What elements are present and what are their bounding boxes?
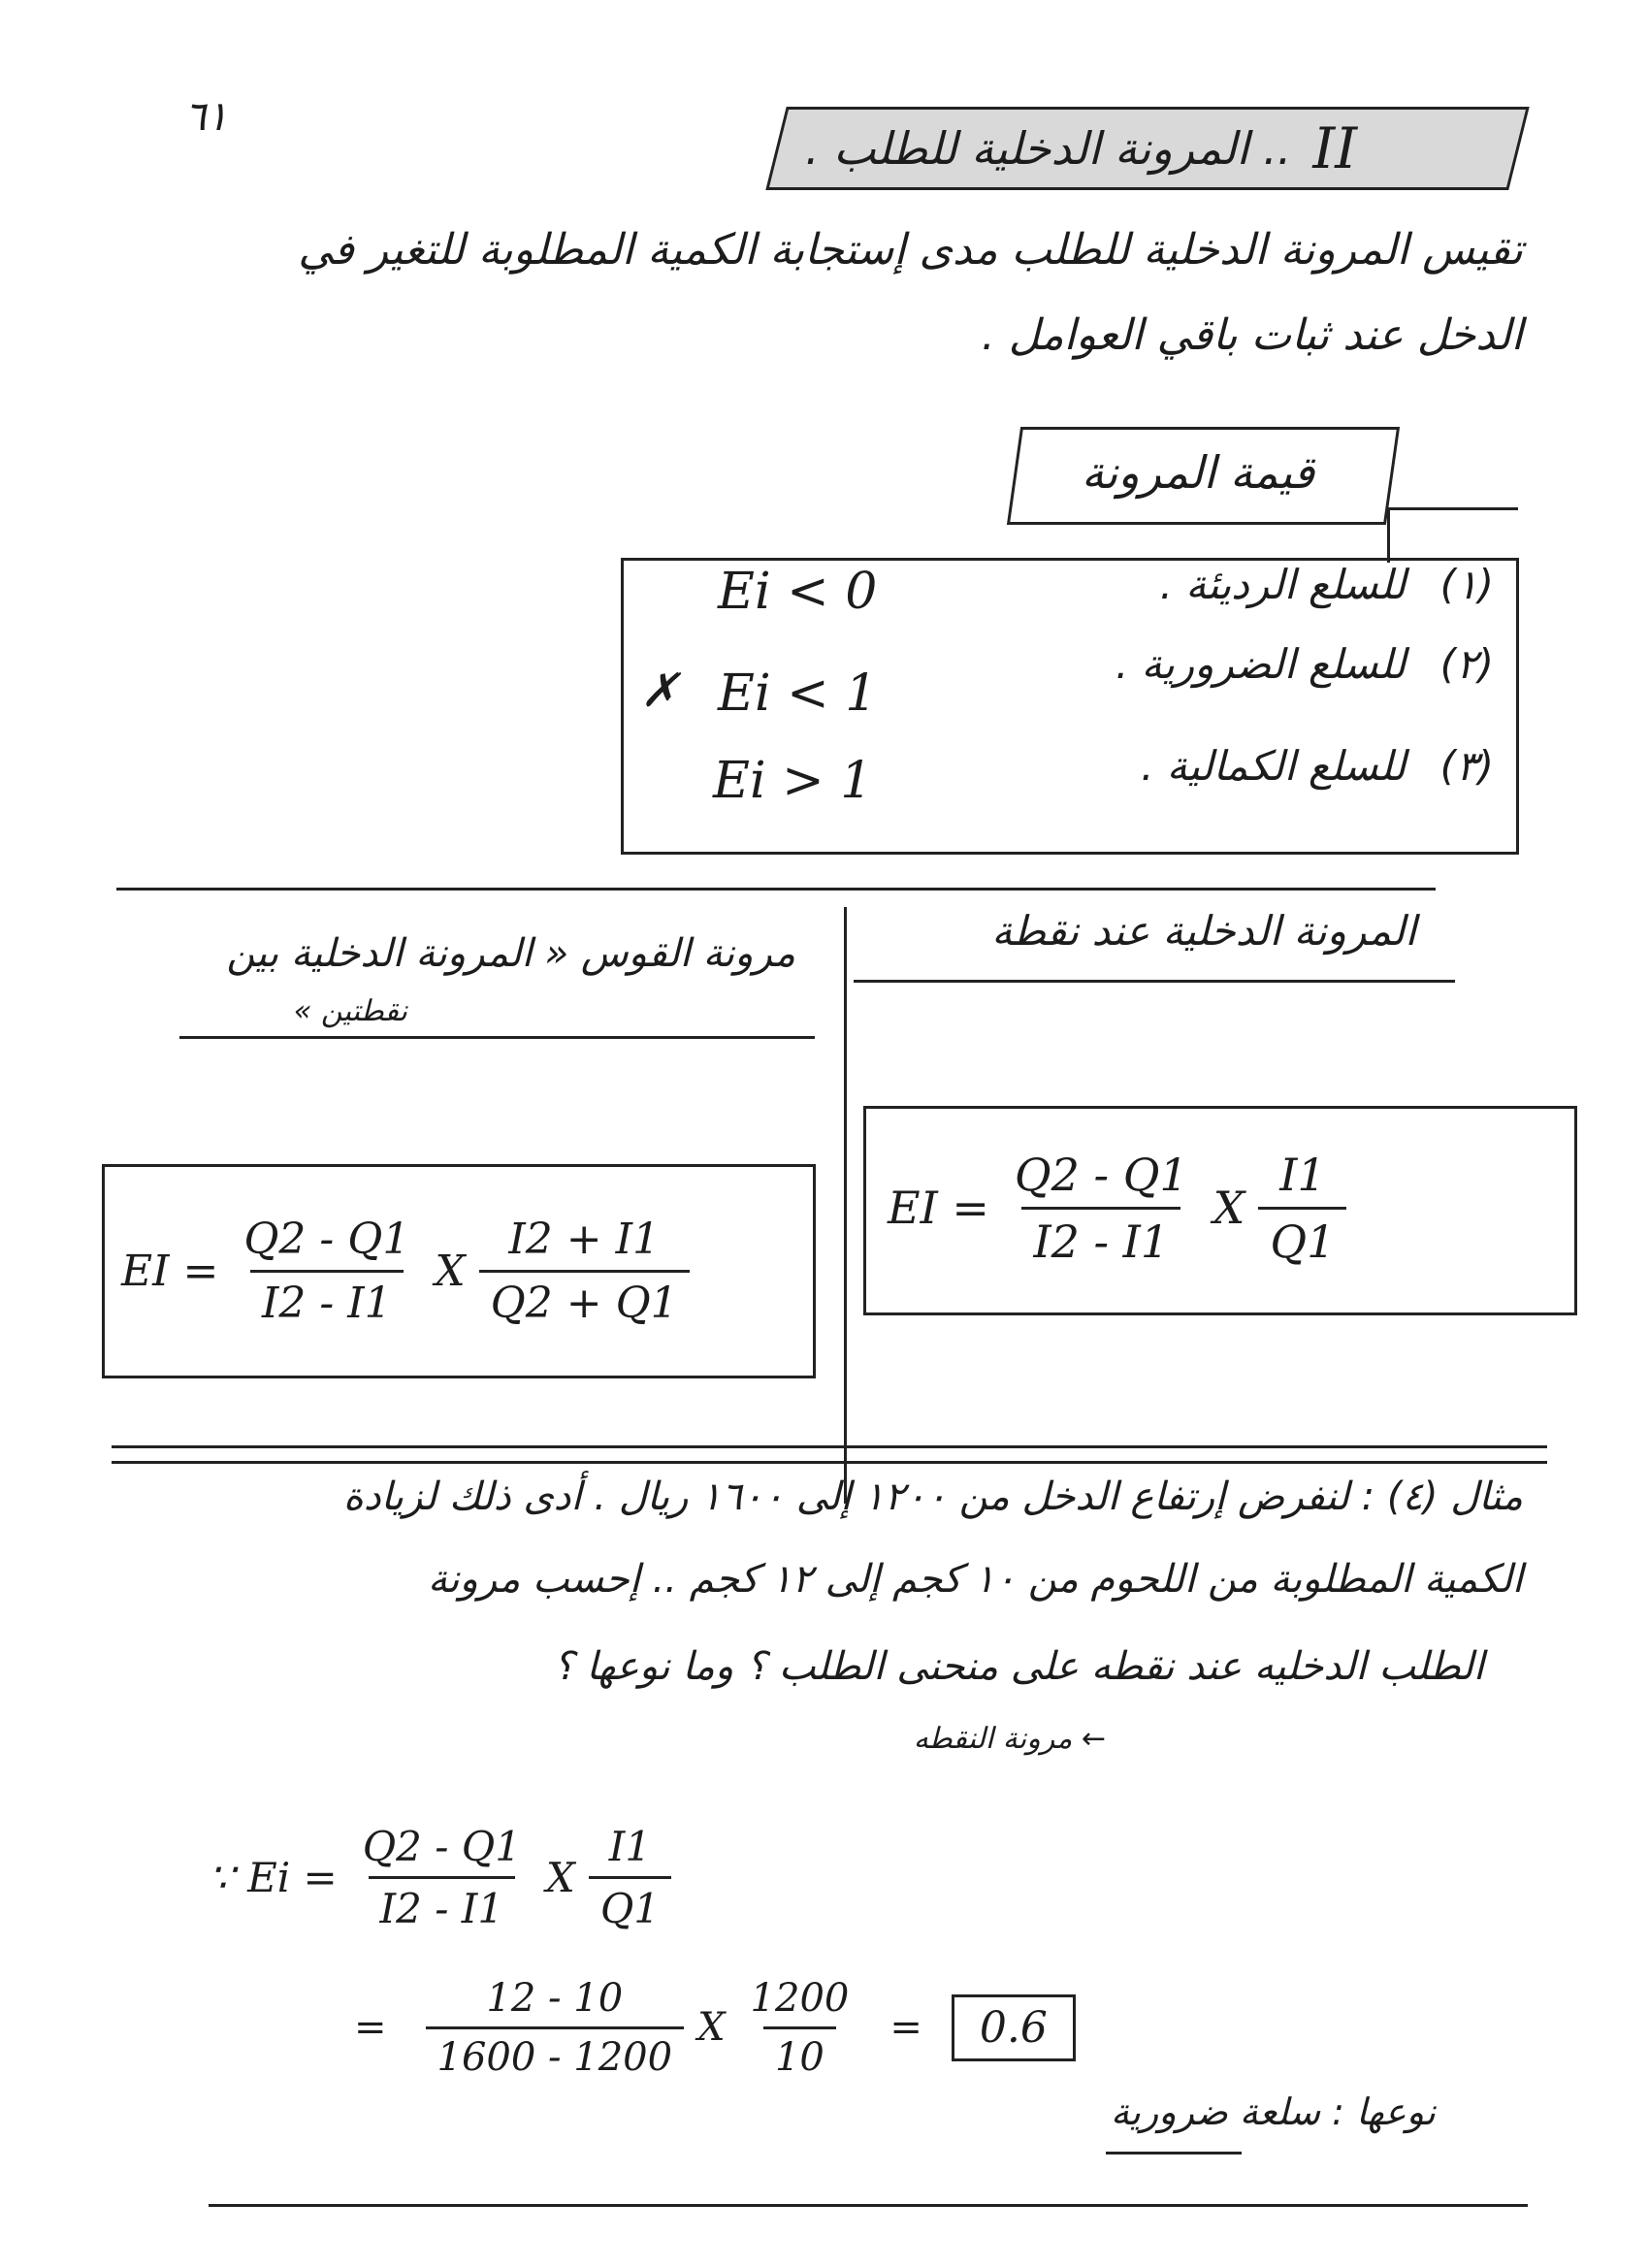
solution-formula-lhs: ∵ Ei = [209,1853,338,1901]
values-row-2-label [1009,640,1494,688]
intro-line-2: الدخل عند ثبات باقي العوامل . [981,310,1523,360]
arc-formula-den-2: Q2 + Q1 [479,1270,690,1328]
solution-substitution [354,1950,1076,2105]
solution-formula-num-1: Q2 - Q1 [362,1822,521,1870]
arc-formula-den-1: I2 - I1 [250,1270,404,1328]
intro-line-1: تقيس المرونة الدخلية للطلب مدى إستجابة الكمية المطلوبة للتغير في [298,225,1523,275]
arc-formula [121,1188,690,1353]
arc-elasticity-header-sub: نقطتين » [293,994,407,1028]
solution-substitution-num-1: 12 - 10 [486,1975,624,2021]
values-row-2-formula: Ei < 1 [718,664,878,723]
comparison-header-underline-left [179,1036,815,1039]
values-row-3-formula: Ei > 1 [713,752,873,810]
arc-elasticity-header: مرونة القوس « المرونة الدخلية بين [226,931,795,976]
separator-line-1 [112,1445,1547,1448]
values-row-2-mark: ✗ [640,664,680,718]
solution-substitution-den-1: 1600 - 1200 [426,2026,685,2080]
example-line-2: الكمية المطلوبة من اللحوم من ١٠ كجم إلى ١٢ كجم .. إحسب مرونة [427,1557,1523,1602]
point-formula-num-2: I1 [1279,1148,1326,1201]
values-row-1-label [1009,561,1494,608]
values-box-top-accent [1387,509,1390,563]
separator-line-2 [112,1461,1547,1464]
values-row-1-formula: Ei < 0 [718,563,878,621]
solution-formula-times: X [545,1853,575,1901]
solution-formula-den-2: Q1 [589,1876,671,1932]
example-line-3: الطلب الدخليه عند نقطه على منحنى الطلب ؟ وما نوعها ؟ [553,1644,1484,1689]
section-numeral: II [1312,115,1358,181]
point-formula-lhs: EI = [888,1182,989,1234]
solution-formula-fraction-1 [351,1823,533,1932]
values-row-3-label [1009,742,1494,790]
solution-substitution-fraction-2 [739,1976,861,2080]
values-row-1-text: للسلع الرديئة . [1159,561,1406,608]
values-row-1-number: (١) [1439,561,1494,608]
arc-formula-fraction-2 [479,1215,690,1328]
solution-substitution-times: X [697,2005,726,2050]
values-row-3-number: (٣) [1439,742,1494,790]
point-formula-den-2: Q1 [1258,1207,1346,1268]
point-formula-fraction-1 [1003,1149,1200,1268]
arc-formula-num-2: I2 + I1 [508,1214,660,1264]
comparison-divider [844,907,847,1504]
point-elasticity-header: المرونة الدخلية عند نقطة [991,907,1416,955]
arc-formula-fraction-1 [232,1215,421,1328]
point-formula [888,1125,1346,1290]
point-formula-num-1: Q2 - Q1 [1014,1148,1188,1201]
comparison-top-line [116,888,1436,891]
page-number: ٦١ [184,92,229,140]
solution-substitution-num-2: 1200 [750,1975,850,2021]
example-annotation: ← مرونة النقطه [913,1722,1106,1756]
solution-formula-den-1: I2 - I1 [369,1876,516,1932]
arc-formula-times: X [435,1246,466,1296]
solution-result: 0.6 [952,1994,1076,2061]
solution-result-eq: = [889,2005,922,2050]
example-line-1: مثال (٤) : لنفرض إرتفاع الدخل من ١٢٠٠ إلى ١٦٠٠ ريال . أدى ذلك لزيادة [342,1474,1523,1519]
values-title: قيمة المرونة [1081,446,1315,499]
solution-type-underline [1106,2152,1242,2155]
solution-formula-fraction-2 [589,1823,671,1932]
solution-substitution-fraction-1 [426,1976,685,2080]
section-title [805,114,1484,182]
point-formula-times: X [1212,1182,1245,1234]
solution-formula-num-2: I1 [608,1822,652,1870]
values-box-top-extension [1387,507,1518,510]
arc-formula-num-1: Q2 - Q1 [243,1214,410,1264]
solution-formula [209,1804,671,1950]
section-title-text: .. المرونة الدخلية للطلب . [805,122,1292,175]
point-formula-den-1: I2 - I1 [1021,1207,1180,1268]
values-row-3-text: للسلع الكمالية . [1141,742,1406,790]
solution-substitution-eq: = [354,2005,387,2050]
values-row-2-text: للسلع الضرورية . [1115,640,1406,688]
bottom-rule [209,2204,1528,2207]
solution-substitution-den-2: 10 [763,2026,836,2080]
arc-formula-lhs: EI = [121,1246,219,1296]
solution-type: نوعها : سلعة ضرورية [1110,2090,1436,2133]
values-row-2-number: (٢) [1439,640,1494,688]
point-formula-fraction-2 [1258,1149,1346,1268]
comparison-header-underline-right [854,980,1455,983]
